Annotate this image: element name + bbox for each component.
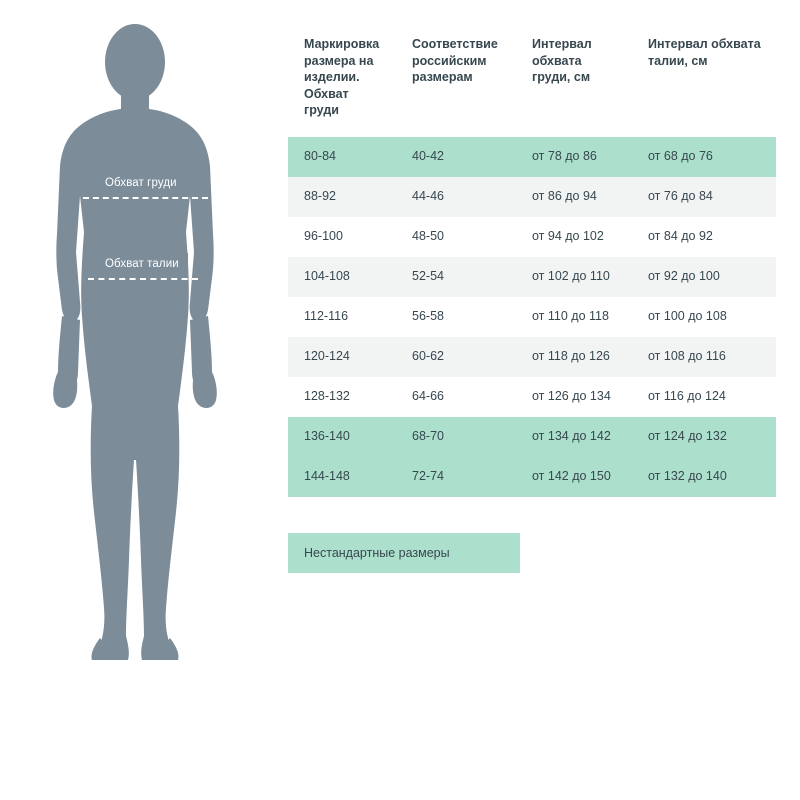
cell-russian-size: 40-42 [396, 137, 516, 177]
cell-russian-size: 56-58 [396, 297, 516, 337]
cell-waist-range: от 116 до 124 [632, 377, 776, 417]
waist-measure-line [88, 278, 198, 280]
table-row [288, 377, 776, 417]
chest-measure-line [83, 197, 208, 199]
table-header [288, 32, 776, 137]
table-row [288, 137, 776, 177]
size-table-container [288, 32, 776, 497]
cell-marking: 104-108 [288, 257, 396, 297]
cell-chest-range: от 86 до 94 [516, 177, 632, 217]
cell-marking: 112-116 [288, 297, 396, 337]
cell-chest-range: от 126 до 134 [516, 377, 632, 417]
cell-chest-range: от 78 до 86 [516, 137, 632, 177]
size-table [288, 32, 776, 497]
cell-chest-range: от 94 до 102 [516, 217, 632, 257]
table-header-row [288, 32, 776, 137]
table-row [288, 297, 776, 337]
waist-measure-label: Обхват талии [96, 253, 188, 278]
column-header-marking: Маркировка размера на изделии. Обхват груди [304, 37, 380, 117]
cell-chest-range: от 110 до 118 [516, 297, 632, 337]
cell-russian-size: 60-62 [396, 337, 516, 377]
cell-marking: 136-140 [288, 417, 396, 457]
cell-waist-range: от 92 до 100 [632, 257, 776, 297]
cell-waist-range: от 100 до 108 [632, 297, 776, 337]
cell-russian-size: 44-46 [396, 177, 516, 217]
cell-russian-size: 68-70 [396, 417, 516, 457]
cell-chest-range: от 118 до 126 [516, 337, 632, 377]
cell-chest-range: от 102 до 110 [516, 257, 632, 297]
table-body [288, 137, 776, 497]
table-row [288, 217, 776, 257]
cell-marking: 128-132 [288, 377, 396, 417]
column-header-russian-size: Соответствие российским размерам [412, 37, 498, 84]
cell-marking: 120-124 [288, 337, 396, 377]
cell-waist-range: от 132 до 140 [632, 457, 776, 497]
table-row [288, 257, 776, 297]
body-figure-panel [0, 0, 280, 800]
cell-marking: 144-148 [288, 457, 396, 497]
cell-russian-size: 72-74 [396, 457, 516, 497]
cell-waist-range: от 84 до 92 [632, 217, 776, 257]
cell-waist-range: от 68 до 76 [632, 137, 776, 177]
cell-chest-range: от 134 до 142 [516, 417, 632, 457]
cell-waist-range: от 76 до 84 [632, 177, 776, 217]
cell-marking: 80-84 [288, 137, 396, 177]
cell-marking: 96-100 [288, 217, 396, 257]
cell-russian-size: 64-66 [396, 377, 516, 417]
cell-waist-range: от 124 до 132 [632, 417, 776, 457]
cell-chest-range: от 142 до 150 [516, 457, 632, 497]
column-header-waist-range: Интервал обхвата талии, см [648, 37, 761, 68]
table-row [288, 177, 776, 217]
chest-measure-label: Обхват груди [96, 172, 186, 197]
cell-marking: 88-92 [288, 177, 396, 217]
column-header-chest-range: Интервал обхвата груди, см [532, 37, 592, 84]
cell-russian-size: 48-50 [396, 217, 516, 257]
nonstandard-sizes-note: Нестандартные размеры [288, 533, 520, 573]
table-row [288, 417, 776, 457]
table-row [288, 337, 776, 377]
cell-waist-range: от 108 до 116 [632, 337, 776, 377]
human-body-silhouette [10, 20, 260, 660]
table-row [288, 457, 776, 497]
cell-russian-size: 52-54 [396, 257, 516, 297]
